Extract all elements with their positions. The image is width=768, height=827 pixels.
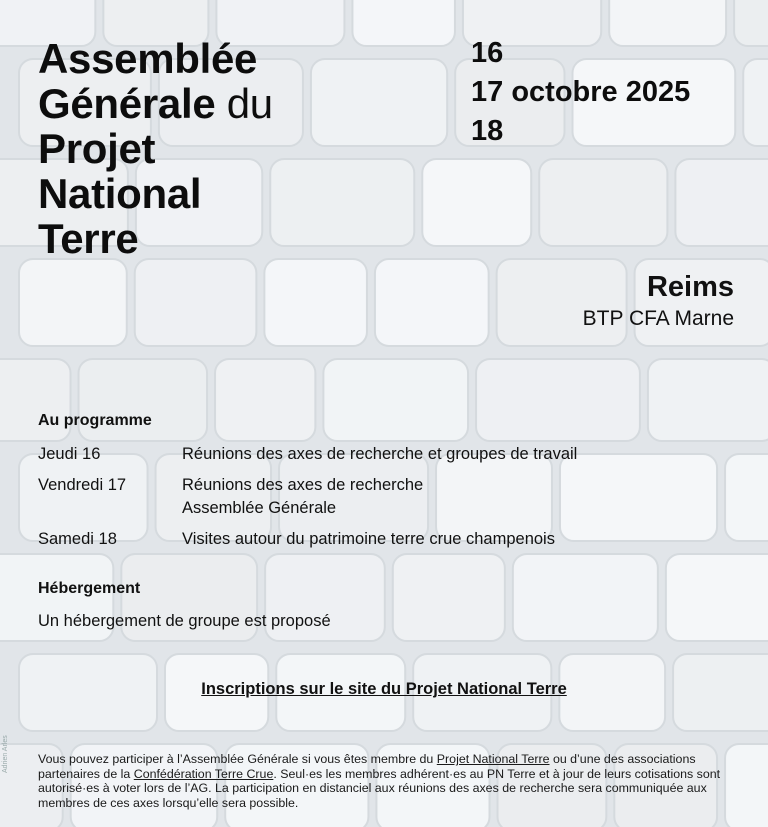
event-location: [583, 270, 734, 334]
confederation-link[interactable]: Confédération Terre Crue: [133, 766, 274, 781]
programme-heading: Au programme: [38, 412, 152, 429]
location-city: Reims: [646, 271, 734, 303]
accommodation-text: Un hébergement de groupe est proposé: [38, 612, 331, 630]
accommodation-heading: Hébergement: [38, 580, 141, 597]
date-day-3: 18: [471, 115, 504, 147]
location-venue: BTP CFA Marne: [582, 307, 734, 330]
title-line-1: Assemblée: [38, 35, 258, 82]
footer-text: ou d’une des associations partenaires de la: [38, 752, 696, 781]
photo-credit: Adrien Arles: [2, 735, 9, 773]
title-line-5: Terre: [38, 215, 139, 262]
date-day-2: 17 octobre 2025: [471, 76, 691, 108]
programme-day: Vendredi 17: [38, 476, 127, 494]
programme-day: Jeudi 16: [38, 445, 101, 463]
signup-link[interactable]: Inscriptions sur le site du Projet National Terre: [201, 680, 567, 698]
programme-activity: Réunions des axes de recherche et groupes de travail: [182, 445, 578, 463]
date-day-1: 16: [471, 37, 504, 69]
title-line-2-suffix: du: [215, 80, 273, 127]
programme-day: Samedi 18: [38, 530, 117, 548]
title-line-4: National: [38, 170, 202, 217]
event-dates: [471, 34, 690, 151]
programme-activity: Visites autour du patrimoine terre crue champenois: [182, 530, 555, 548]
page-title: [38, 36, 273, 261]
programme-activity: Assemblée Générale: [182, 499, 337, 517]
footer-text: . Seul·es les membres adhérent·es au PN Terre et à jour de leurs cotisations sont autorisé·es à voter lors de l’AG. La participation en distanciel aux réunions des axes de recherche sera communiquée aux membres de ces axes lorsqu’elle sera possible.: [38, 766, 721, 810]
pn-terre-link[interactable]: Projet National Terre: [436, 752, 550, 766]
title-line-3: Projet: [38, 125, 156, 172]
title-line-2: Générale: [38, 80, 216, 127]
footer-notice: [38, 752, 738, 810]
footer-text: Vous pouvez participer à l’Assemblée Générale si vous êtes membre du: [38, 752, 437, 766]
programme-activity: Réunions des axes de recherche: [182, 476, 424, 494]
